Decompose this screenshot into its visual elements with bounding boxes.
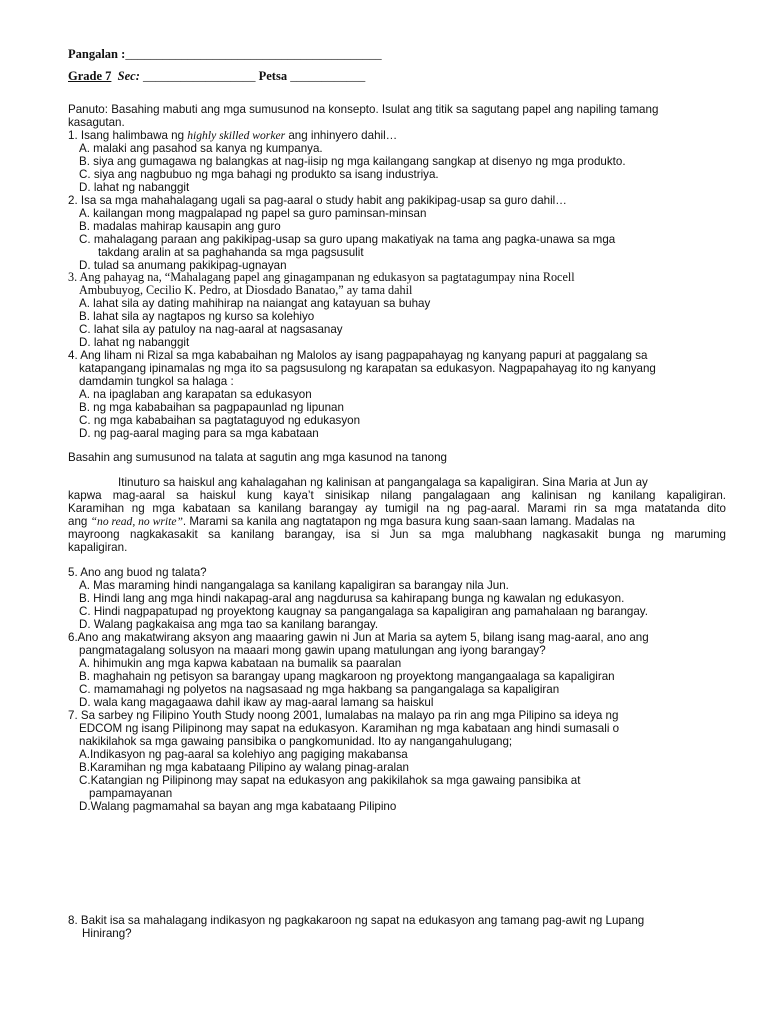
q7-option-d: D.Walang pagmamahal sa bayan ang mga kabataang Pilipino [79, 800, 397, 813]
name-label: Pangalan : [68, 47, 126, 61]
passage-line-4-post: . Marami sa kanila ang nagtatapon ng mga basura kung saan-saan lamang. Madalas na [182, 515, 635, 528]
grade-line [68, 70, 365, 83]
q7-stem-line-2: EDCOM ng isang Pilipinong may sapat na edukasyon. Karamihan ng mga kabataan ang hindi sumasali o [79, 722, 620, 735]
q8-stem-line-2: Hinirang? [82, 927, 132, 940]
passage-line-3: Karamihan ng mga kabataan sa kanilang barangay ay tumigil na ng pag-aaral. Marami rin sa mga matatanda dito [68, 502, 726, 515]
q7-option-a: A.Indikasyon ng pag-aaral sa kolehiyo ang pagiging makabansa [79, 748, 408, 761]
q2-option-c-line-1: C. mahalagang paraan ang pakikipag-usap sa guro upang makatiyak na tama ang pagka-unawa sa mga [79, 233, 616, 246]
passage-line-4 [68, 515, 635, 528]
q3-stem-line-2: Ambubuyog, Cecilio K. Pedro, at Diosdado Banatao,” ay tama dahil [79, 283, 413, 297]
q1-option-c: C. siya ang nagbubuo ng mga bahagi ng produkto sa isang industriya. [79, 168, 439, 181]
passage-line-2: kapwa mag-aaral sa haiskul kung kaya’t sinisikap nilang pangalagaan ang kalinisan ng kanilang kapaligiran. [68, 489, 726, 502]
q4-stem-line-1: 4. Ang liham ni Rizal sa mga kababaihan ng Malolos ay isang pagpapahayag ng kanyang papuri at paggalang sa [68, 349, 648, 362]
petsa-label: Petsa [258, 69, 288, 83]
petsa-blank: ____________ [290, 69, 366, 83]
q4-option-d: D. ng pag-aaral maging para sa mga kabataan [79, 427, 319, 440]
q5-option-d: D. Walang pagkakaisa ang mga tao sa kanilang barangay. [79, 618, 379, 631]
q1-stem [68, 129, 397, 142]
instructions-line-2: kasagutan. [68, 116, 125, 129]
q1-stem-italic: highly skilled worker [187, 129, 286, 142]
q2-option-d: D. tulad sa anumang pakikipag-ugnayan [79, 259, 287, 272]
passage-line-5: mayroong nagkakasakit sa kanilang barangay, isa si Jun sa mga malubhang nagkasakit bunga ng maruming [68, 528, 726, 541]
q7-stem-line-3: nakikilahok sa mga gawaing pansibika o pangkomunidad. Ito ay nangangahulugang; [79, 735, 513, 748]
q5-option-b: B. Hindi lang ang mga hindi nakapag-aral ang nagdurusa sa kahirapang bunga ng kawalan ng edukasyon. [79, 592, 625, 605]
q6-option-d: D. wala kang magagaawa dahil ikaw ay mag-aaral lamang sa haiskul [79, 696, 434, 709]
q2-option-b: B. madalas mahirap kausapin ang guro [79, 220, 281, 233]
passage-line-4-pre: ang [68, 515, 91, 528]
passage-line-4-italic: “no read, no write” [90, 515, 183, 528]
q4-stem-line-3: damdamin tungkol sa halaga : [79, 375, 234, 388]
q4-stem-line-2: katapangang ipinamalas ng mga ito sa pagsusulong ng karapatan sa edukasyon. Nagpapahayag ito ng kanyang [79, 362, 656, 375]
q2-stem: 2. Isa sa mga mahahalagang ugali sa pag-aaral o study habit ang pakikipag-usap sa guro dahil… [68, 194, 567, 207]
q1-option-a: A. malaki ang pasahod sa kanya ng kumpanya. [79, 142, 323, 155]
q4-option-a: A. na ipaglaban ang karapatan sa edukasyon [79, 388, 312, 401]
passage-line-6: kapaligiran. [68, 541, 128, 554]
q6-option-b: B. maghahain ng petisyon sa barangay upang magkaroon ng proyektong mangangaalaga sa kapaligiran [79, 670, 615, 683]
q3-option-a: A. lahat sila ay dating mahihirap na naiangat ang katayuan sa buhay [79, 297, 431, 310]
q6-option-a: A. hihimukin ang mga kapwa kabataan na bumalik sa paaralan [79, 657, 402, 670]
q2-option-a: A. kailangan mong magpalapad ng papel sa guro paminsan-minsan [79, 207, 427, 220]
q5-option-a: A. Mas maraming hindi nangangalaga sa kanilang kapaligiran sa barangay nila Jun. [79, 579, 509, 592]
q3-stem-line-1: 3. Ang pahayag na, “Mahalagang papel ang ginagampanan ng edukasyon sa pagtatagumpay nina Rocell [68, 270, 575, 284]
sec-blank: __________________ [143, 69, 256, 83]
passage-line-1: Itinuturo sa haiskul ang kahalagahan ng kalinisan at pangangalaga sa kapaligiran. Sina Maria at Jun ay [118, 476, 648, 489]
q6-stem-line-2: pangmatagalang solusyon na maaari mong gawin upang matulungan ang iyong barangay? [79, 644, 546, 657]
q7-option-c-line-2: pampamayanan [89, 787, 173, 800]
q7-option-b: B.Karamihan ng mga kabataang Pilipino ay walang pinag-aralan [79, 761, 409, 774]
q3-option-c: C. lahat sila ay patuloy na nag-aaral at nagsasanay [79, 323, 343, 336]
q1-stem-post: ang inhinyero dahil… [285, 129, 398, 142]
q5-stem: 5. Ano ang buod ng talata? [68, 566, 207, 579]
name-blank: _________________________________________ [125, 47, 382, 61]
q2-option-c-line-2: takdang aralin at sa paghahanda sa mga pagsusulit [98, 246, 364, 259]
q3-option-d: D. lahat ng nabanggit [79, 336, 190, 349]
q8-stem-line-1: 8. Bakit isa sa mahalagang indikasyon ng pagkakaroon ng sapat na edukasyon ang tamang pag-awit ng Lupang [68, 914, 645, 927]
q1-option-d: D. lahat ng nabanggit [79, 181, 190, 194]
sec-label: Sec: [117, 69, 140, 83]
q4-option-b: B. ng mga kababaihan sa pagpapaunlad ng lipunan [79, 401, 344, 414]
q6-option-c: C. mamamahagi ng polyetos na nagsasaad ng mga hakbang sa pangangalaga sa kapaligiran [79, 683, 560, 696]
name-line [68, 48, 382, 61]
q7-option-c-line-1: C.Katangian ng Pilipinong may sapat na edukasyon ang pakikilahok sa mga gawaing pansibika at [79, 774, 581, 787]
q4-option-c: C. ng mga kababaihan sa pagtataguyod ng edukasyon [79, 414, 361, 427]
q6-stem-line-1: 6.Ano ang makatwirang aksyon ang maaaring gawin ni Jun at Maria sa aytem 5, bilang isang mag-aaral, ano ang [68, 631, 649, 644]
q7-stem-line-1: 7. Sa sarbey ng Filipino Youth Study noong 2001, lumalabas na malayo pa rin ang mga Pilipino sa ideya ng [68, 709, 619, 722]
instructions-line-1: Panuto: Basahing mabuti ang mga sumusunod na konsepto. Isulat ang titik sa sagutang papel ang napiling tamang [68, 103, 659, 116]
q1-stem-pre: 1. Isang halimbawa ng [68, 129, 188, 142]
q3-option-b: B. lahat sila ay nagtapos ng kurso sa kolehiyo [79, 310, 315, 323]
grade-label: Grade 7 [68, 69, 112, 83]
q1-option-b: B. siya ang gumagawa ng balangkas at nag-iisip ng mga kailangang sangkap at disenyo ng mga produkto. [79, 155, 626, 168]
passage-intro: Basahin ang sumusunod na talata at sagutin ang mga kasunod na tanong [68, 451, 448, 464]
q5-option-c: C. Hindi nagpapatupad ng proyektong kaugnay sa pangangalaga sa kapaligiran ang pamahalaan ng barangay. [79, 605, 648, 618]
